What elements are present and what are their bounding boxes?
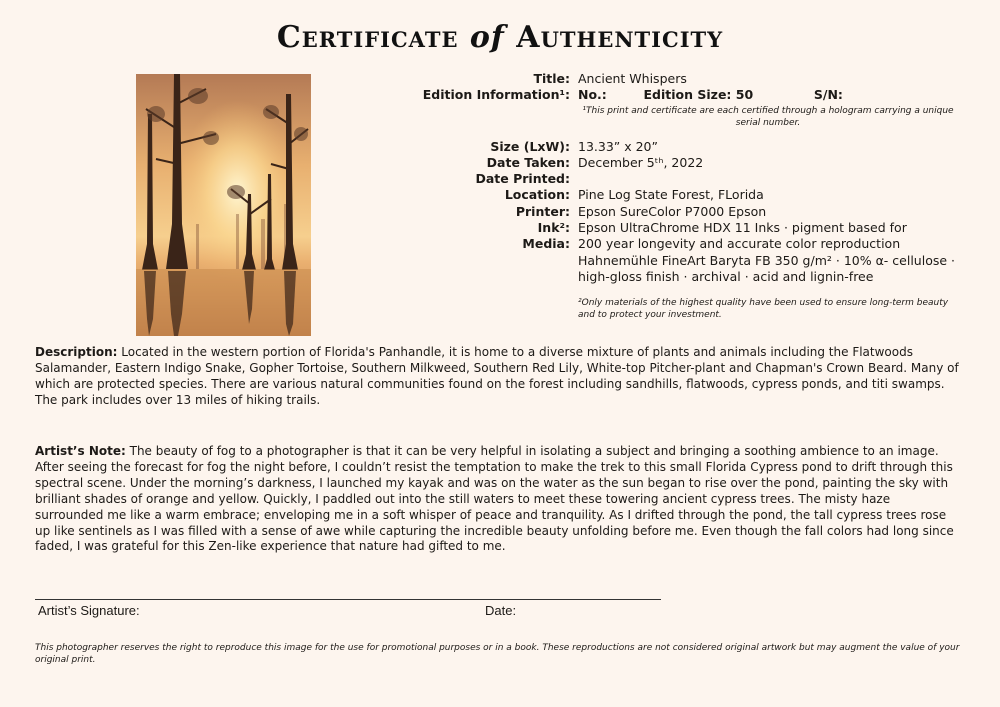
description-text: Located in the western portion of Florida's Panhandle, it is home to a diverse mixture of plants and animals including the Flatwoods Salamander, Eastern Indigo Snake, Gopher Tortoise, Southern Milkweed, Southern Red Lily, White-top Pitcher-plant and Chapman's Crown Beard. Many of which are protected species. There are various natural communities found on the forest including sandhills, flatwoods, cypress ponds, and titi swamps. The park includes over 13 miles of hiking trails. [35,345,959,407]
artist-signature-label: Artist’s Signature: [38,603,140,618]
date-printed-label: Date Printed: [475,171,570,187]
description-label: Description: [35,345,118,359]
date-printed-row [380,171,980,187]
printer-label: Printer: [515,203,570,219]
media-label: Media: [522,236,570,252]
edition-footnote: ¹This print and certificate are each certified through a hologram carrying a unique serial number. [582,105,954,128]
media-row [380,236,980,252]
ink-value-continued: 200 year longevity and accurate color reproduction [578,236,901,252]
edition-number-label: No.: [578,87,607,103]
title-row [380,71,980,87]
size-row [380,139,980,155]
date-taken-label: Date Taken: [486,154,570,170]
artist-note-section [35,444,960,555]
title-word-certificate: Certificate [276,20,459,55]
title-label: Title: [533,71,570,86]
materials-footnote: ²Only materials of the highest quality have been used to ensure long-term beauty and to protect your investment. [578,298,949,321]
ink-value: Epson UltraChrome HDX 11 Inks · pigment based for [578,220,907,236]
cypress-photo-illustration [136,74,311,336]
edition-size: Edition Size: 50 [643,87,754,103]
title-value: Ancient Whispers [578,71,687,86]
location-row [380,187,980,203]
disclaimer-text: This photographer reserves the right to reproduce this image for the use for promotional purposes or in a book. These reproductions are not considered original artwork but may augment the value of your original print. [35,643,960,665]
media-value-row [380,253,980,269]
ink-row [380,220,980,236]
edition-label: Edition Information¹: [422,87,570,103]
media-value-row-2 [380,269,980,285]
date-taken-row [380,155,980,171]
date-taken-value: December 5ᵗʰ, 2022 [578,154,704,170]
printer-row [380,204,980,220]
date-label: Date: [485,603,517,618]
certificate-details [380,71,980,321]
artist-note-label: Artist’s Note: [35,444,126,458]
title-word-authenticity: Authenticity [516,20,724,55]
signature-line [35,599,661,600]
size-value: 13.33” x 20” [578,138,658,154]
cypress-photo [136,74,311,336]
location-label: Location: [504,187,570,203]
media-value-continued: high-gloss finish · archival · acid and lignin-free [578,268,874,284]
certificate-title [0,20,1000,55]
media-value: Hahnemühle FineArt Baryta FB 350 g/m² · 10% α- cellulose · [578,252,955,268]
edition-row [380,87,980,103]
size-label: Size (LxW): [490,138,570,154]
description-section [35,345,960,409]
printer-value: Epson SureColor P7000 Epson [578,203,767,219]
serial-number-label: S/N: [813,87,843,103]
artist-note-text: The beauty of fog to a photographer is that it can be very helpful in isolating a subject and bringing a soothing ambience to an image. After seeing the forecast for fog the night before, I couldn’t resist the temptation to make the trek to this small Florida Cypress pond to drift through this spectral scene. Under the morning’s darkness, I launched my kayak and was on the water as the sun began to rise over the pond, painting the sky with brilliant shades of orange and yellow. Quickly, I paddled out into the still waters to meet these towering ancient cypress trees. The misty haze surrounded me like a warm embrace; enveloping me in a soft whisper of peace and tranquility. As I drifted through the pond, the tall cypress trees rose up like sentinels as I was filled with a sense of awe while capturing the incredible beauty unfolding before me. Even though the fall colors had long since faded, I was grateful for this Zen-like experience that nature had gifted to me. [35,444,954,554]
location-value: Pine Log State Forest, FLorida [578,187,764,203]
ink-label: Ink²: [537,220,570,236]
title-word-of: of [469,20,505,55]
